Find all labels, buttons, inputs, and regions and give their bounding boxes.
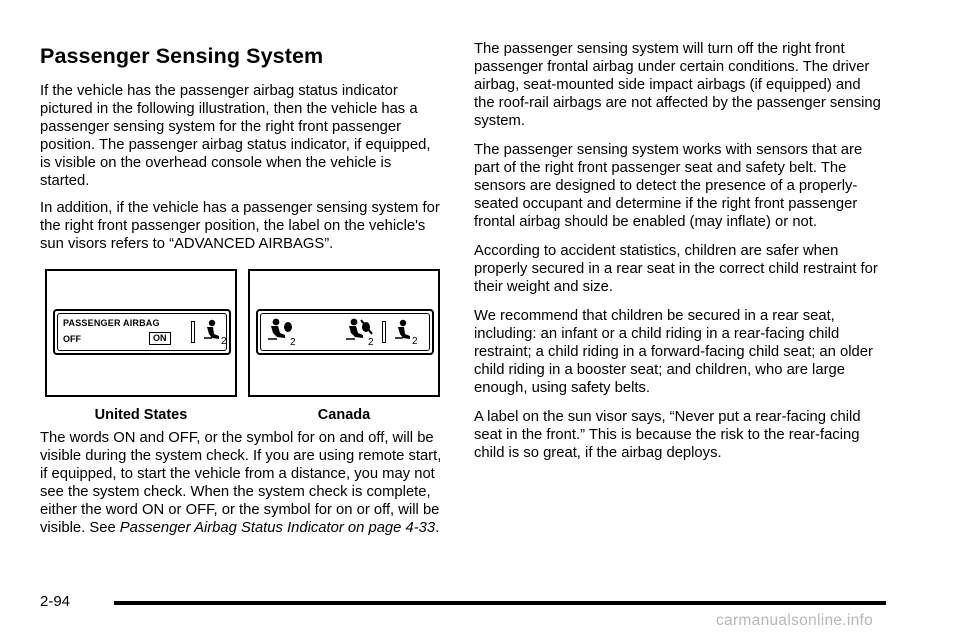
canada-indicator-figure: [248, 269, 440, 397]
indicator-figures: [40, 269, 442, 429]
system-check-paragraph: [40, 429, 442, 537]
airbag-on-symbol-icon: [266, 317, 300, 347]
seated-occupant-airbag-icon: [201, 318, 227, 346]
canada-indicator-panel: [256, 309, 434, 355]
icon-subscript: 2: [368, 337, 374, 347]
left-column: [40, 40, 442, 546]
page-title: Passenger Sensing System: [40, 44, 324, 68]
on-label: ON: [149, 332, 171, 345]
page-number: 2-94: [40, 593, 71, 610]
airbag-off-conditions-paragraph: The passenger sensing system will turn off the right front passenger frontal airbag under certain conditions. The driver airbag, seat-mounted side impact airbags (if equipped) and the roof-rail airbags are not affected by the passenger sensing system.: [474, 41, 881, 129]
sun-visor-label-paragraph: A label on the sun visor says, “Never put a rear-facing child seat in the front.” This is because the risk to the rear-facing child is so great, if the airbag deploys.: [474, 409, 861, 461]
us-indicator-panel: [53, 309, 231, 355]
watermark: carmanualsonline.info: [716, 612, 874, 629]
canada-caption: Canada: [317, 407, 371, 423]
intro-paragraph: If the vehicle has the passenger airbag status indicator pictured in the following illustration, then the vehicle has a passenger sensing system for the right front passenger position. The passenger airbag status indicator, if equipped, is visible on the overhead console when the vehicle is started.: [40, 83, 431, 189]
statistics-paragraph: According to accident statistics, children are safer when properly secured in a rear seat in the correct child restraint for their weight and size.: [474, 243, 878, 295]
indicator-divider: [191, 321, 195, 343]
passenger-airbag-label: PASSENGER AIRBAG: [63, 318, 160, 328]
system-check-text: The words ON and OFF, or the symbol for on and off, will be visible during the system check. If you are using remote start, if equipped, to start the vehicle from a distance, you may not see the system check. When the system check is complete, either the word ON or OFF, or the symbol for on or off, will be visible. See: [40, 430, 442, 536]
sentence-end: .: [435, 520, 440, 536]
off-label: OFF: [63, 334, 81, 344]
icon-subscript: 2: [412, 336, 418, 346]
icon-subscript: 2: [221, 336, 227, 346]
advanced-airbags-paragraph: In addition, if the vehicle has a passenger sensing system for the right front passenger position, the label on the vehicle's sun visors refers to “ADVANCED AIRBAGS”.: [40, 200, 440, 252]
footer-divider: [114, 601, 886, 605]
right-column: [474, 40, 884, 473]
seated-occupant-airbag-icon: [392, 318, 424, 346]
indicator-divider: [382, 321, 386, 343]
cross-reference-link[interactable]: Passenger Airbag Status Indicator on page 4-33: [119, 520, 436, 536]
icon-subscript: 2: [290, 337, 296, 347]
airbag-off-symbol-icon: [344, 317, 378, 347]
us-caption: United States: [94, 407, 188, 423]
us-indicator-figure: [45, 269, 237, 397]
recommendation-paragraph: We recommend that children be secured in a rear seat, including: an infant or a child riding in a rear-facing child restraint; a child riding in a forward-facing child seat; an older child riding in a booster seat; and children, who are large enough, using safety belts.: [474, 308, 873, 396]
sensors-paragraph: The passenger sensing system works with sensors that are part of the right front passenger seat and safety belt. The sensors are designed to detect the presence of a properly-seated occupant and determine if the right front passenger frontal airbag should be enabled (may inflate) or not.: [474, 142, 863, 230]
